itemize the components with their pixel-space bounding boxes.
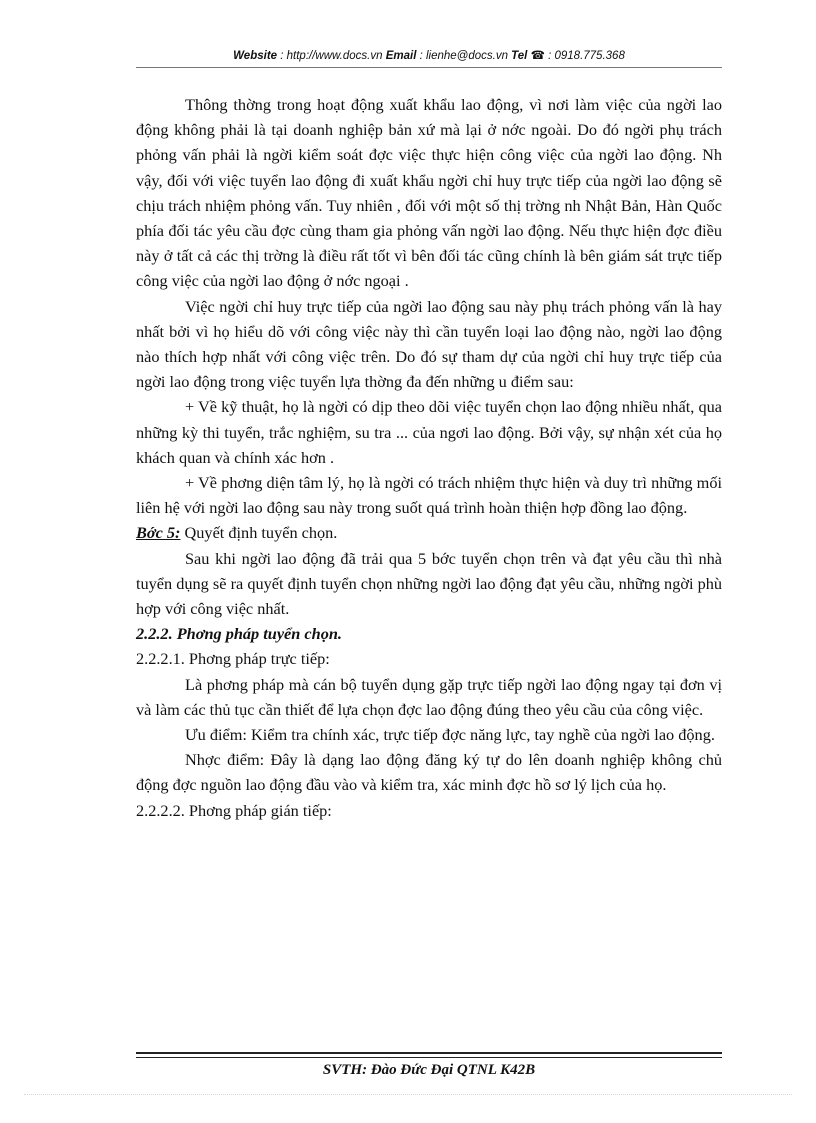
paragraph-technical-advantage: + Về kỹ thuật, họ là ngời có dịp theo dõi việc tuyển chọn lao động nhiều nhất, qua những kỳ thi tuyển, trắc nghiệm, su tra ... của ngơi lao động. Bởi vậy, sự nhận xét của họ khách quan và chính xác hơn . — [136, 397, 722, 467]
email-value: : lienhe@docs.vn — [416, 50, 512, 62]
website-value: : http://www.docs.vn — [277, 50, 386, 62]
paragraph-direct-method: Là phơng pháp mà cán bộ tuyển dụng gặp trực tiếp ngời lao động ngay tại đơn vị và làm các thủ tục cần thiết để lựa chọn đợc lao động đúng theo yêu cầu của công việc. — [136, 674, 722, 719]
page-footer: SVTH: Đào Đức Đại QTNL K42B — [322, 1062, 536, 1078]
phone-icon: ☎ — [530, 50, 545, 62]
step-5-line — [136, 520, 722, 545]
email-label: Email — [385, 50, 417, 62]
paragraph-disadvantages: Nhợc điểm: Đây là dạng lao động đăng ký tự do lên doanh nghiệp không chủ động đợc nguồn lao động đầu vào và kiểm tra, xác minh đợc hồ sơ lý lịch của họ. — [136, 750, 722, 795]
page-bottom-dotted-edge — [24, 1094, 792, 1095]
paragraph-interview-responsibility: Thông thờng trong hoạt động xuất khẩu lao động, vì nơi làm việc của ngời lao động không phải là tại doanh nghiệp bản xứ mà lại ở nớc ngoài. Do đó ngời phụ trách phỏng vấn phải là ngời kiểm soát đợc việc thực hiện công việc của ngời lao động. Nh vậy, đối với việc tuyển lao động đi xuất khẩu ngời chỉ huy trực tiếp của ngời lao động sẽ chịu trách nhiệm phỏng vấn. Tuy nhiên , đối với một số thị trờng nh Nhật Bản, Hàn Quốc phía đối tác yêu cầu đợc cùng tham gia phỏng vấn ngời lao động. Nếu thực hiện đợc điều này ở tất cả các thị trờng là điều rất tốt vì bên đối tác cũng chính là bên giám sát trực tiếp công việc của ngời lao động ở nớc ngoại . — [136, 95, 722, 291]
document-body — [136, 92, 722, 823]
website-label: Website — [233, 50, 278, 62]
paragraph-direct-supervisor: Việc ngời chỉ huy trực tiếp của ngời lao động sau này phụ trách phỏng vấn là hay nhất bởi vì họ hiểu dõ với công việc này thì cần tuyển loại lao động nào, ngời lao động nào thích hợp nhất với công việc trên. Do đó sự tham dự của ngời chỉ huy trực tiếp của ngời lao động trong việc tuyển lựa thờng đa đến những u điểm sau: — [136, 296, 722, 392]
paragraph-advantages: Ưu điểm: Kiểm tra chính xác, trực tiếp đợc năng lực, tay nghề của ngời lao động. — [185, 725, 715, 745]
step-5-text: Quyết định tuyển chọn. — [180, 523, 338, 543]
section-heading-2-2-2: 2.2.2. Phơng pháp tuyển chọn. — [136, 624, 342, 644]
footer-divider-thin — [136, 1057, 722, 1058]
paragraph-selection-decision: Sau khi ngời lao động đã trải qua 5 bớc tuyển chọn trên và đạt yêu cầu thì nhà tuyển dụng sẽ ra quyết định tuyển chọn những ngời lao động đạt yêu cầu, những ngời phù hợp với công việc nhất. — [136, 548, 722, 619]
footer-divider-thick — [136, 1052, 722, 1054]
header-divider — [136, 67, 722, 68]
tel-label: Tel — [511, 50, 528, 62]
subheading-2-2-2-1: 2.2.2.1. Phơng pháp trực tiếp: — [136, 649, 330, 669]
paragraph-psychological-advantage: + Về phơng diện tâm lý, họ là ngời có trách nhiệm thực hiện và duy trì những mối liên hệ với ngời lao động sau này trong suốt quá trình hoàn thiện hợp đồng lao động. — [136, 473, 722, 518]
page-header — [136, 48, 722, 66]
subheading-2-2-2-2: 2.2.2.2. Phơng pháp gián tiếp: — [136, 800, 332, 820]
tel-value: : 0918.775.368 — [544, 50, 625, 62]
step-5-label: Bớc 5: — [136, 523, 181, 543]
